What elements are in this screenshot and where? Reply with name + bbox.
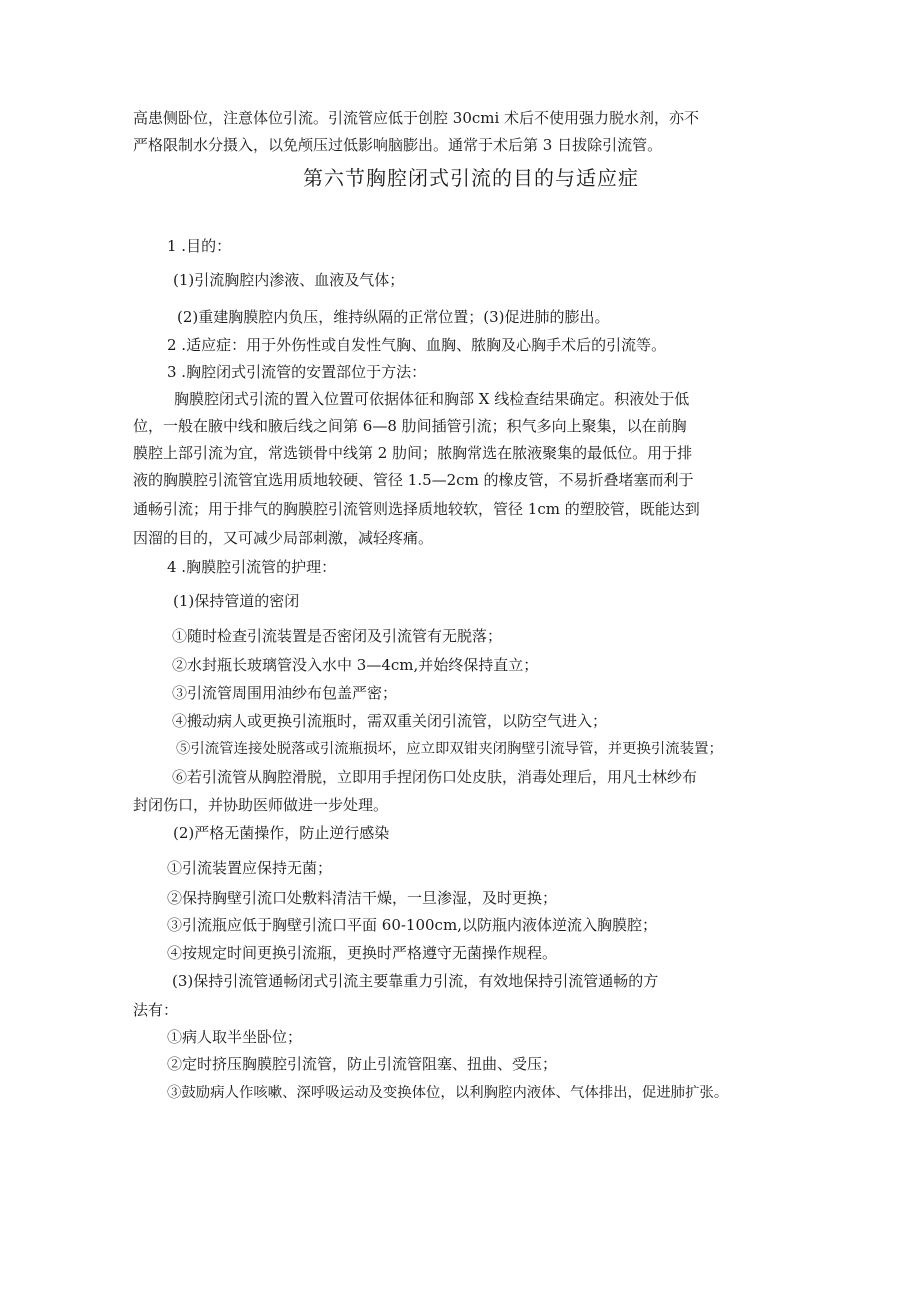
- list-item: ④搬动病人或更换引流瓶时，需双重关闭引流管，以防空气进入；: [172, 712, 608, 730]
- list-item: ②定时挤压胸膜腔引流管，防止引流管阻塞、扭曲、受压；: [167, 1055, 558, 1073]
- body-line: 液的胸膜腔引流管宜选用质地较硬、管径 1.5—2cm 的橡皮管，不易折叠堵塞而利于: [133, 471, 694, 489]
- section-title: 第六节胸腔闭式引流的目的与适应症: [303, 166, 639, 190]
- list-heading: 1 .目的：: [167, 237, 232, 255]
- body-line: 通畅引流；用于排气的胸膜腔引流管则选择质地较软，管径 1cm 的塑胶管，既能达到: [133, 500, 700, 518]
- list-item: ⑥若引流管从胸腔滑脱，立即用手捏闭伤口处皮肤，消毒处理后，用凡士林纱布: [172, 768, 698, 786]
- list-item: (3)保持引流管通畅闭式引流主要靠重力引流，有效地保持引流管通畅的方: [172, 972, 659, 990]
- body-line: 因溜的目的，又可减少局部刺激，减轻疼痛。: [133, 529, 434, 547]
- list-item: ③引流瓶应低于胸壁引流口平面 60-100cm,以防瓶内液体逆流入胸膜腔；: [167, 916, 657, 934]
- list-item: ②水封瓶长玻璃管没入水中 3—4cm,并始终保持直立；: [172, 656, 539, 674]
- list-item: ①引流装置应保持无菌；: [167, 859, 333, 877]
- list-item: (2)严格无菌操作，防止逆行感染: [173, 824, 390, 842]
- list-item: ④按规定时间更换引流瓶，更换时严格遵守无菌操作规程。: [167, 944, 558, 962]
- list-item: (2)重建胸膜腔内负压，维持纵隔的正常位置；(3)促进肺的膨出。: [177, 308, 610, 326]
- list-heading: 4 .胸膜腔引流管的护理：: [167, 558, 337, 576]
- list-item: ③引流管周围用油纱布包盖严密；: [172, 684, 398, 702]
- body-line: 膜腔上部引流为宜，常选锁骨中线第 2 肋间；脓胸常选在脓液聚集的最低位。用于排: [133, 444, 693, 462]
- list-item: ⑤引流管连接处脱落或引流瓶损坏，应立即双钳夹闭胸壁引流导管，并更换引流装置；: [176, 741, 723, 757]
- body-line: 封闭伤口，并协助医师做进一步处理。: [133, 796, 389, 814]
- body-line: 严格限制水分摄入，以免颅压过低影响脑膨出。通常于术后第 3 日拔除引流管。: [133, 136, 663, 154]
- list-item: ②保持胸壁引流口处敷料清洁干燥，一旦渗湿，及时更换；: [167, 889, 558, 907]
- list-item: ①病人取半坐卧位；: [167, 1028, 303, 1046]
- list-item: (1)引流胸腔内渗液、血液及气体；: [173, 271, 405, 289]
- list-item: ①随时检查引流装置是否密闭及引流管有无脱落；: [172, 627, 503, 645]
- body-line: 法有：: [133, 1001, 179, 1019]
- list-item: ③鼓励病人作咳嗽、深呼吸运动及变换体位，以利胸腔内液体、气体排出，促进肺扩张。: [167, 1085, 729, 1101]
- list-heading: 2 .适应症：用于外伤性或自发性气胸、血胸、脓胸及心胸手术后的引流等。: [167, 336, 667, 354]
- body-line: 位，一般在腋中线和腋后线之间第 6—8 肋间插管引流；积气多向上聚集，以在前胸: [133, 417, 687, 435]
- list-heading: 3 .胸腔闭式引流管的安置部位于方法：: [167, 363, 427, 381]
- body-line: 高患侧卧位，注意体位引流。引流管应低于创腔 30cmi 术后不使用强力脱水剂，亦不: [133, 109, 700, 127]
- body-line: 胸膜腔闭式引流的置入位置可依据体征和胸部 X 线检查结果确定。积液处于低: [174, 390, 690, 408]
- list-item: (1)保持管道的密闭: [173, 592, 300, 610]
